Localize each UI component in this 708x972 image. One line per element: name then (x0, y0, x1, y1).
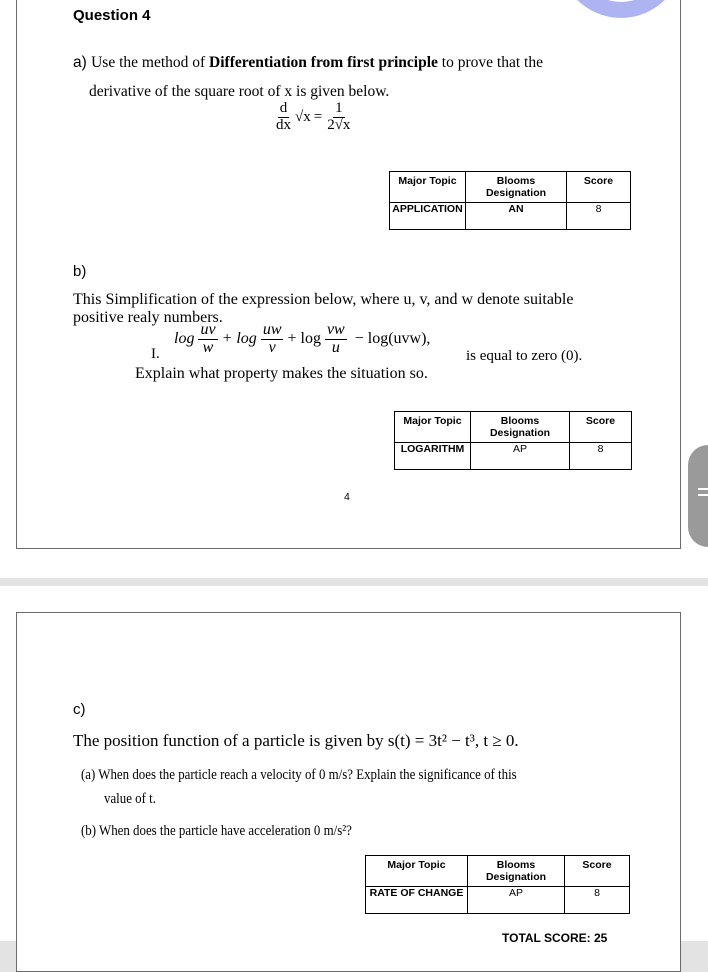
blooms-value: AP (471, 443, 570, 470)
blooms-value: AN (466, 203, 567, 230)
header-major-topic: Major Topic (366, 856, 468, 887)
header-score: Score (570, 412, 632, 443)
part-b-line-1: This Simplification of the expression below, where u, v, and w denote suitable (73, 291, 574, 308)
d-dx-fraction: $\frac{d}{dx}$ (276, 100, 291, 133)
major-topic-value: RATE OF CHANGE (366, 887, 468, 914)
derivative-formula (274, 101, 352, 134)
header-blooms: Blooms Designation (468, 856, 565, 887)
score-value: 8 (565, 887, 630, 914)
score-value: 8 (567, 203, 631, 230)
part-b-line-2: positive realy numbers. (73, 309, 223, 326)
header-blooms: Blooms Designation (471, 412, 570, 443)
part-c-intro: The position function of a particle is given by s(t) = 3t² − t³, t ≥ 0. (73, 731, 519, 750)
header-major-topic: Major Topic (395, 412, 471, 443)
question-title: Question 4 (73, 7, 151, 24)
blooms-value: AP (468, 887, 565, 914)
roman-numeral-one: I. (151, 346, 160, 362)
part-c-item-a-line-2: value of t. (104, 791, 156, 807)
part-a-line-2: derivative of the square root of x is given below. (89, 83, 390, 100)
result-fraction: $\frac{1}{2√x}$ (327, 100, 351, 133)
header-score: Score (565, 856, 630, 887)
score-value: 8 (570, 443, 632, 470)
total-score: TOTAL SCORE: 25 (502, 931, 608, 945)
part-a-bold-term: Differentiation from first principle (209, 54, 438, 71)
major-topic-value: LOGARITHM (395, 443, 471, 470)
part-a-line-1: a) Use the method of Differentiation from first principle to prove that the (73, 54, 543, 71)
score-table-b (394, 411, 632, 470)
page-number: 4 (344, 491, 350, 503)
score-table-a (389, 171, 631, 230)
part-c-item-b: (b) When does the particle have acceleration 0 m/s²? (81, 823, 352, 839)
log-expression: log $\frac{uv}{w}$ + log $\frac{uw}{v}$ + log $\frac{vw}{u}$ − log(uvw) , (174, 321, 431, 356)
equal-zero-text: is equal to zero (0). (466, 348, 583, 364)
page-gap (0, 578, 708, 586)
part-c-label: c) (73, 701, 86, 718)
score-table-c (365, 855, 630, 914)
equals-sign: = (313, 108, 323, 125)
menu-icon[interactable] (698, 488, 708, 498)
sqrt-x: √x (295, 108, 311, 125)
part-b-explain: Explain what property makes the situation so. (135, 365, 428, 382)
part-b-label: b) (73, 263, 87, 280)
major-topic-value: APPLICATION (390, 203, 466, 230)
part-a-label: a) (73, 54, 92, 71)
header-major-topic: Major Topic (390, 172, 466, 203)
part-c-item-a-line-1: (a) When does the particle reach a velocity of 0 m/s? Explain the significance of this (81, 767, 517, 783)
header-blooms: Blooms Designation (466, 172, 567, 203)
header-score: Score (567, 172, 631, 203)
